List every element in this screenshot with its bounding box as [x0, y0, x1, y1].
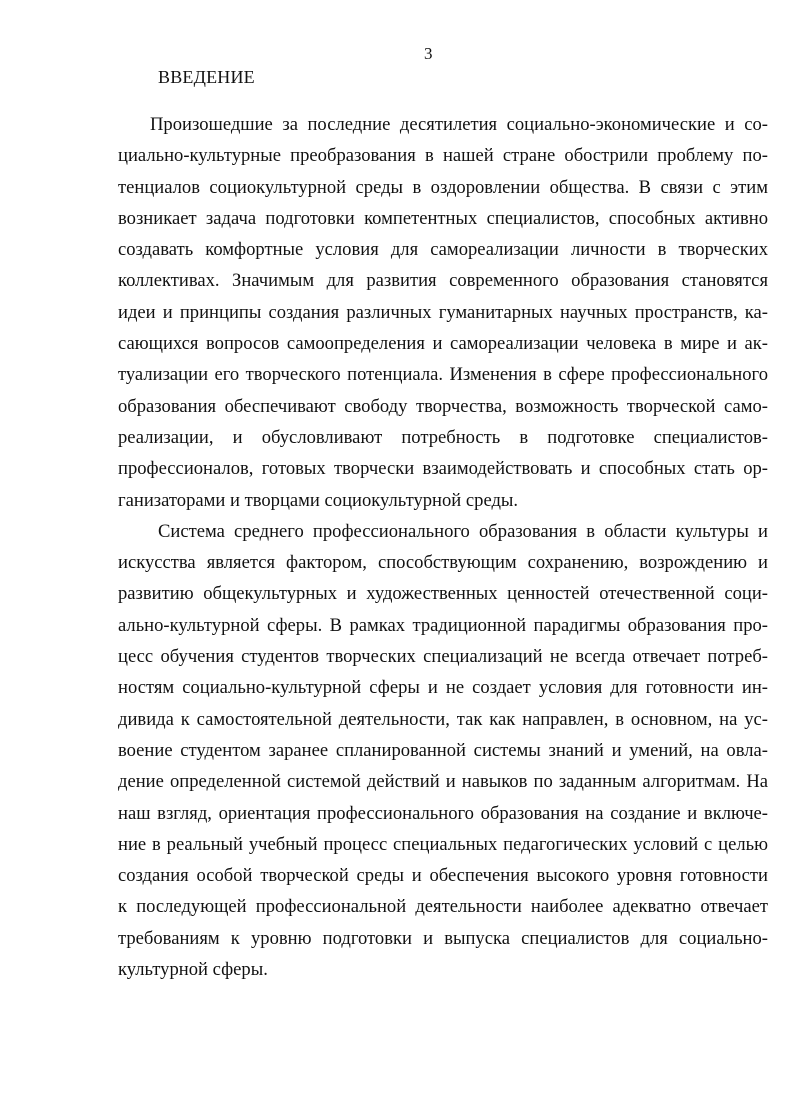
paragraph-2-line: развитию общекультурных и художественных ценностей отечественной соци- — [118, 583, 768, 605]
paragraph-2-line: дение определенной системой действий и навыков по заданным алгоритмам. На — [118, 771, 768, 793]
page-number: 3 — [424, 44, 433, 63]
section-heading: ВВЕДЕНИЕ — [158, 67, 255, 87]
paragraph-2-line: Система среднего профессионального образования в области культуры и — [158, 520, 768, 542]
paragraph-2-line: культурной сферы. — [118, 959, 268, 981]
paragraph-1-line: реализации, и обусловливают потребность в подготовке специалистов- — [118, 426, 768, 448]
paragraph-1-line: тенциалов социокультурной среды в оздоровлении общества. В связи с этим — [118, 176, 768, 198]
paragraph-1-line: циально-культурные преобразования в нашей стране обострили проблему по- — [118, 145, 768, 167]
paragraph-1-line: возникает задача подготовки компетентных специалистов, способных активно — [118, 207, 768, 229]
paragraph-1-line: идеи и принципы создания различных гуманитарных научных пространств, ка- — [118, 301, 768, 323]
paragraph-1-line: ганизаторами и творцами социокультурной среды. — [118, 489, 519, 511]
paragraph-1-line: профессионалов, готовых творчески взаимодействовать и способных стать ор- — [118, 458, 768, 480]
paragraph-1-line: образования обеспечивают свободу творчества, возможность творческой само- — [118, 395, 768, 417]
paragraph-2-line: воение студентом заранее спланированной системы знаний и умений, на овла- — [118, 739, 768, 761]
paragraph-2-line: к последующей профессиональной деятельности наиболее адекватно отвечает — [118, 896, 768, 918]
paragraph-2-line: дивида к самостоятельной деятельности, так как направлен, в основном, на ус- — [118, 708, 768, 730]
paragraph-2-line: ние в реальный учебный процесс специальных педагогических условий с целью — [118, 833, 768, 855]
paragraph-1-line: коллективах. Значимым для развития современного образования становятся — [118, 270, 768, 292]
paragraph-1-line: Произошедшие за последние десятилетия социально-экономические и со- — [150, 114, 768, 135]
paragraph-2-line: искусства является фактором, способствующим сохранению, возрождению и — [118, 552, 768, 574]
paragraph-2-line: создания особой творческой среды и обеспечения высокого уровня готовности — [118, 865, 768, 887]
paragraph-1-line: сающихся вопросов самоопределения и самореализации человека в мире и ак- — [118, 333, 768, 355]
paragraph-2-line: цесс обучения студентов творческих специализаций не всегда отвечает потреб- — [118, 646, 768, 668]
paragraph-2-line: ально-культурной сферы. В рамках традиционной парадигмы образования про- — [118, 614, 768, 636]
paragraph-2-line: наш взгляд, ориентация профессионального образования на создание и включе- — [118, 802, 768, 824]
paragraph-1-line: создавать комфортные условия для самореализации личности в творческих — [118, 239, 768, 261]
document-body — [118, 109, 768, 985]
paragraph-1-line: туализации его творческого потенциала. Изменения в сфере профессионального — [118, 364, 768, 386]
paragraph-2-line: ностям социально-культурной сферы и не создает условия для готовности ин- — [118, 677, 768, 699]
paragraph-2-line: требованиям к уровню подготовки и выпуска специалистов для социально- — [118, 927, 768, 949]
